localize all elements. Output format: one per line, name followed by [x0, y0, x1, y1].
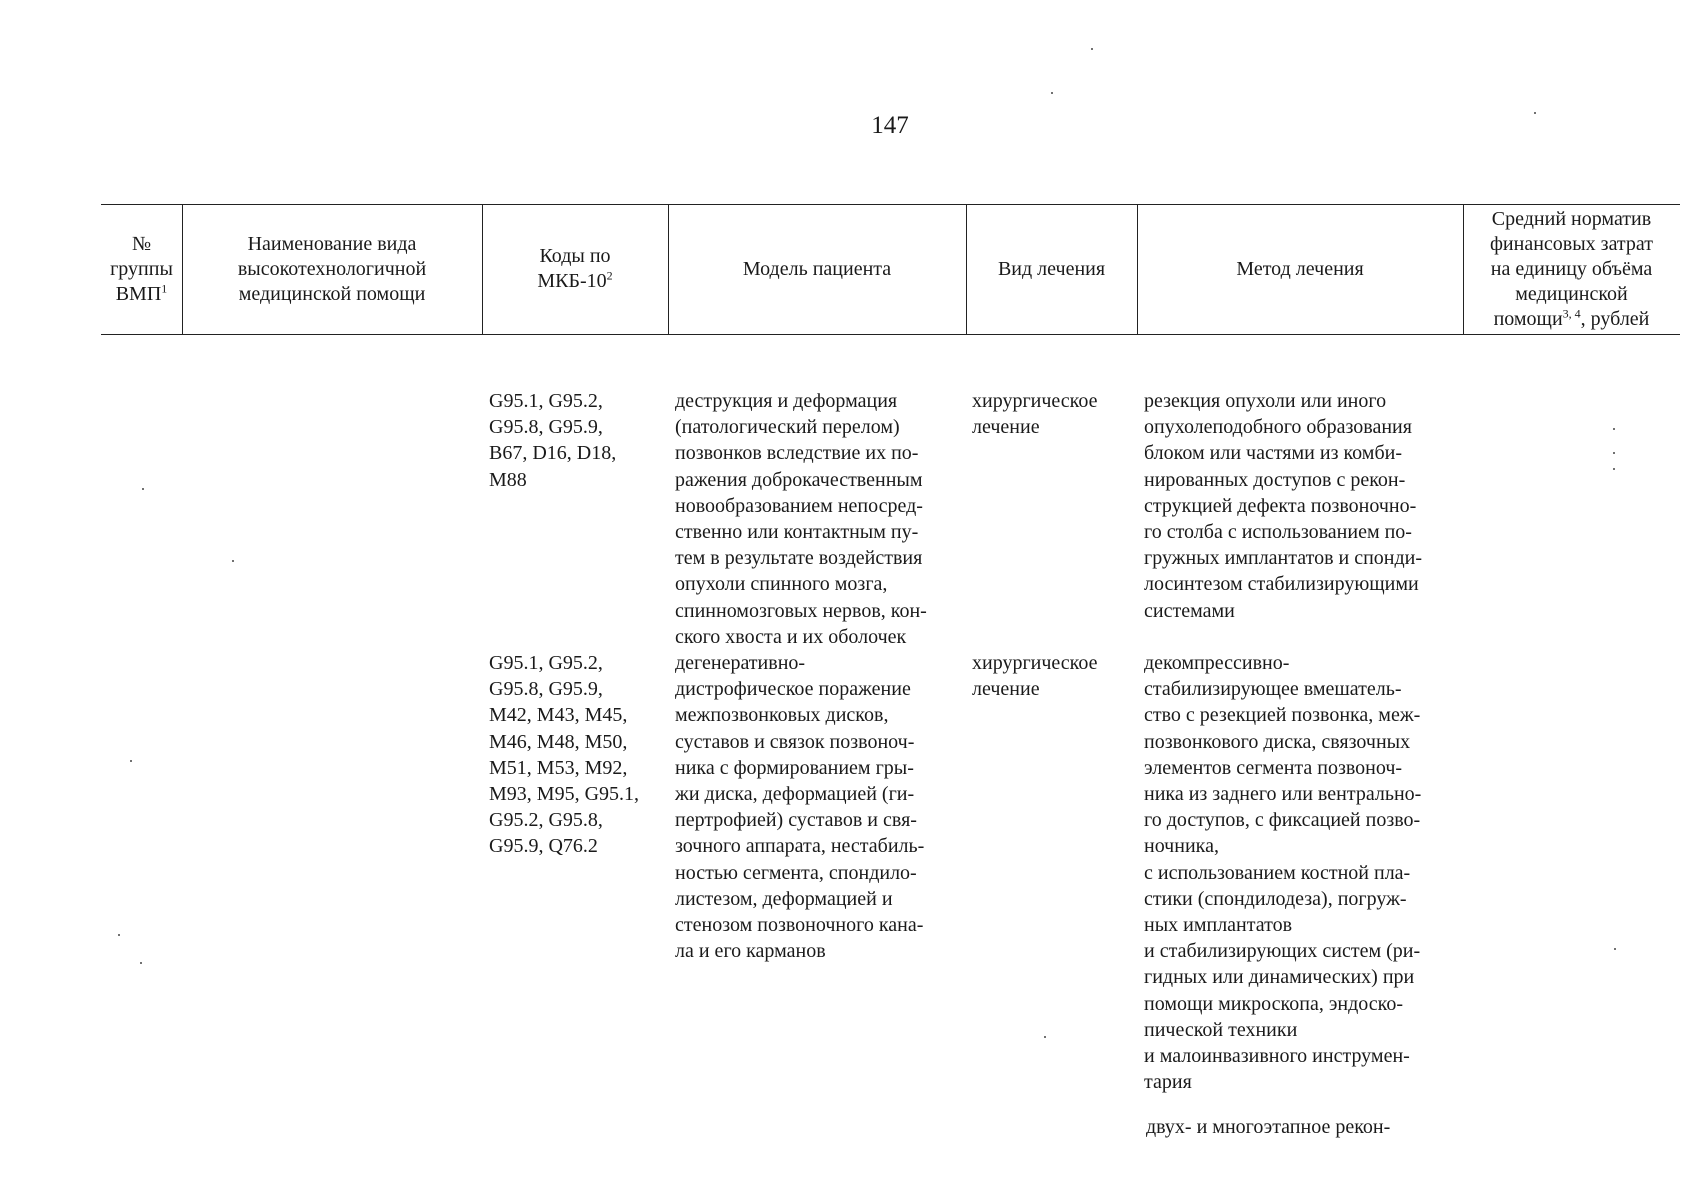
table-header-bottom-rule	[101, 334, 1680, 335]
header-vmp-name: Наименование вида высокотехнологичной медицинской помощи	[237, 232, 427, 305]
row2-patient-model: дегенеративно- дистрофическое поражение межпозвонковых дисков, суставов и связок позвоноч- ника с формированием гры- жи диска, деформацией (ги- пертрофией) суставов и свя- зочного аппарата, нестабиль- ностью сегмента, спондило- листезом, деформацией и стенозом позвоночного кана- ла и его карманов	[675, 652, 925, 963]
header-average-cost: Средний норматив финансовых затрат на единицу объёма медицинской помощи$^{3, 4}$, рублей	[1489, 207, 1654, 330]
row1-icd-codes: G95.1, G95.2, G95.8, G95.9, B67, D16, D18, M88	[489, 390, 617, 491]
scan-speck	[118, 934, 120, 936]
row2-treatment-type: хирургическое лечение	[972, 652, 1098, 701]
header-treatment-type: Вид лечения	[997, 257, 1106, 280]
header-icd-codes: Коды по МКБ-$10^2$	[537, 245, 613, 292]
header-group-number: № группы ВМП$^1$	[110, 232, 173, 305]
continuation-text: двух- и многоэтапное рекон-	[1146, 1116, 1391, 1138]
scan-speck	[1051, 92, 1053, 94]
header-treatment-method: Метод лечения	[1236, 257, 1364, 280]
scan-speck	[232, 560, 234, 562]
row1-patient-model: деструкция и деформация (патологический перелом) позвонков вследствие их по- ражения доброкачественным новообразованием непосред- ственно или контактным пу- тем в результате воздействия опухоли спинного мозга, спинномозговых нервов, кон- ского хвоста и их оболочек	[675, 390, 927, 648]
scan-speck	[130, 760, 132, 762]
scan-speck	[1091, 48, 1093, 50]
row2-icd-codes: G95.1, G95.2, G95.8, G95.9, M42, M43, M45, M46, M48, M50, M51, M53, M92, M93, M95, G95.1, G95.2, G95.8, G95.9, Q76.2	[489, 652, 640, 858]
scan-speck	[1613, 428, 1615, 430]
row1-treatment-type: хирургическое лечение	[972, 390, 1098, 439]
scan-speck	[142, 488, 144, 490]
scan-speck	[1534, 112, 1536, 114]
scan-speck	[1613, 452, 1615, 454]
row1-treatment-method: резекция опухоли или иного опухолеподобного образования блоком или частями из комби- нированных доступов с рекон- струкцией дефекта позвоночно- го столба с использованием по- гружных имплантатов и спонди- лосинтезом стабилизирующими системами	[1144, 390, 1423, 622]
header-patient-model: Модель пациента	[742, 257, 892, 280]
page-number: 147	[871, 112, 909, 139]
row2-treatment-method: декомпрессивно- стабилизирующее вмешатель- ство с резекцией позвонка, меж- позвонкового диска, связочных элементов сегмента позвоноч- ника из заднего или вентрально- го доступов, с фиксацией позво- ночника, с использованием костной пла- стики (спондилодеза), погруж- ных имплантатов и стабилизирующих систем (ри- гидных или динамических) при помощи микроскопа, эндоско- пической техники и малоинвазивного инструмен- тария	[1144, 652, 1422, 1094]
scan-speck	[1613, 468, 1615, 470]
scan-speck	[140, 962, 142, 964]
scan-speck	[1614, 948, 1616, 950]
scan-speck	[1044, 1036, 1046, 1038]
